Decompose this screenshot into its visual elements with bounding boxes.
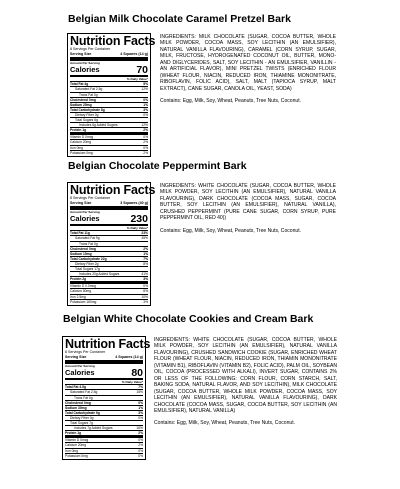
nutrition-facts-heading: Nutrition Facts: [70, 34, 156, 48]
nutrition-facts-panel: [67, 182, 156, 306]
calories-value: 80: [131, 367, 143, 380]
daily-value-header: % Daily Value*: [70, 77, 148, 82]
nutrient-daily-value: 2%: [138, 431, 143, 436]
servings-per-container: 8 Servings Per Container: [65, 350, 106, 354]
nutrient-label: Total Carbohydrate 8g: [70, 107, 105, 112]
nutrient-row: [70, 300, 148, 304]
serving-size: [70, 201, 148, 211]
nutrient-daily-value: 2%: [138, 443, 143, 448]
serving-size-label: Serving Size: [70, 200, 92, 205]
nutrient-daily-value: 2%: [143, 128, 148, 133]
nutrition-facts-heading: Nutrition Facts: [65, 337, 151, 351]
nutrient-label: Dietary Fiber 0g: [70, 415, 94, 420]
nutrient-label: Sodium 25mg: [70, 102, 92, 107]
serving-size-value: 4 Squares (14 g): [120, 51, 148, 56]
calories-row: [70, 65, 148, 77]
nutrient-label: Iron 0mg: [65, 448, 79, 453]
nutrient-rows: [70, 231, 148, 303]
nutrient-daily-value: 1%: [138, 405, 143, 410]
nutrient-daily-value: 8%: [143, 261, 148, 266]
nutrient-daily-value: 45%: [141, 236, 148, 241]
nutrition-facts-panel: [67, 33, 156, 157]
ingredients-text: INGREDIENTS: WHITE CHOCOLATE (SUGAR, COCOA BUTTER, WHOLE MILK POWDER, SOY LECITHIN (AN EMULSIFIER), NATURAL VANILLA FLAVOURING), CRUSHED SANDWICH COOKIE (SUGAR, ENRICHED WHEAT FLOUR (WHEAT FLOUR, NIACIN, REDUCED IRON, THIAMIN MONONITRATE (VITAMIN B1), RIBOFLAVIN (VITAMIN B2), FOLIC ACID), PALM OIL, SOYBEAN OIL, COCOA (PROCESSED WITH ALKALI), INVERT SUGAR, CONTAINS 2% OR LESS OF THE FOLLOWING: CORN FLOUR, CORN STARCH, SALT, BAKING SODA, NATURAL FLAVOR, AND SOY LECITHIN), MILK CHOCOLATE (SUGAR, COCOA BUTTER, WHOLE MILK POWDER, COCOA MASS, SOY LECITHIN (AN EMULSIFIER), NATURAL VANILLA FLAVOURING), DARK CHOCOLATE (COCOA MASS, SUGAR, COCOA BUTTER, SOY LECITHIN (AN EMULSIFIER), NATURAL VANILLA): [154, 337, 337, 414]
amount-per-serving: Amount Per Serving: [70, 61, 100, 66]
nutrient-label: Total Carbohydrate 22g: [70, 256, 107, 261]
nutrient-label: Includes 7g Added Sugars: [74, 426, 113, 431]
nutrient-daily-value: 5%: [143, 82, 148, 87]
nutrient-label: Sodium 10mg: [70, 251, 92, 256]
daily-value-header: % Daily Value*: [65, 380, 143, 385]
calories-value: 70: [136, 64, 148, 77]
nutrient-label: Saturated Fat 9g: [75, 236, 100, 241]
nutrient-label: Total Fat 11g: [70, 231, 90, 236]
daily-value-header: % Daily Value*: [70, 226, 148, 231]
product-title: Belgian Milk Chocolate Caramel Pretzel Bark: [68, 13, 291, 25]
nutrient-row: [70, 151, 148, 155]
nutrient-daily-value: 0%: [138, 415, 143, 420]
nutrient-label: Potassium 160mg: [70, 299, 97, 304]
nutrient-label: Calcium 20mg: [70, 140, 92, 145]
ingredients-text: INGREDIENTS: WHITE CHOCOLATE (SUGAR, COCOA BUTTER, WHOLE MILK POWDER, SOY LECITHIN (AN EMULSIFIER), NATURAL VANILLA FLAVOURING), DARK CHOCOLATE (COCOA MASS, SUGAR, COCOA BUTTER, SOY LECITHIN (AN EMULSIFIER), NATURAL VANILLA), CRUSHED PEPPERMINT (PURE CANE SUGAR, CORN SYRUP, PURE PEPPERMINT OIL, RED 40)): [160, 183, 336, 222]
calories-label: Calories: [65, 368, 95, 378]
nutrient-daily-value: 16%: [136, 426, 143, 431]
nutrient-label: Potassium 0mg: [65, 453, 88, 458]
nutrient-label: Calcium 50mg: [70, 289, 92, 294]
nutrient-label: Trans Fat 0g: [79, 241, 98, 246]
allergen-statement: Contains: Egg, Milk, Soy, Wheat, Peanuts, Tree Nuts, Coconut.: [160, 227, 302, 234]
nutrient-label: Vitamin D 0mcg: [70, 135, 94, 140]
nutrient-label: Sodium 30mg: [65, 405, 87, 410]
nutrient-label: Dietary Fiber 2g: [75, 261, 99, 266]
nutrient-row: [70, 128, 148, 135]
nutrient-label: Includes 6g Added Sugars: [79, 123, 118, 128]
nutrient-label: Iron 2.5mg: [70, 294, 86, 299]
nutrient-daily-value: 41%: [141, 272, 148, 277]
ingredients-block: [160, 34, 336, 105]
nutrient-daily-value: 0%: [138, 448, 143, 453]
serving-size: [70, 52, 148, 62]
nutrient-rows: [70, 82, 148, 154]
nutrient-daily-value: 0%: [138, 453, 143, 458]
nutrient-label: Includes 20g Added Sugars: [79, 272, 120, 277]
nutrient-daily-value: 15%: [136, 390, 143, 395]
nutrient-label: Saturated Fat 2.5g: [70, 390, 98, 395]
serving-size-label: Serving Size: [70, 51, 92, 56]
nutrient-label: Total Sugars 7g: [70, 421, 93, 426]
amount-per-serving: Amount Per Serving: [70, 210, 100, 215]
nutrient-daily-value: 0%: [143, 284, 148, 289]
nutrient-label: Trans Fat 0g: [79, 92, 98, 97]
nutrient-daily-value: 0%: [143, 135, 148, 140]
nutrient-daily-value: 0%: [138, 438, 143, 443]
ingredients-block: [160, 183, 336, 234]
serving-size-value: 4 Squares (14 g): [115, 354, 143, 359]
calories-label: Calories: [70, 214, 100, 224]
nutrient-daily-value: 3%: [143, 277, 148, 282]
serving-size-label: Serving Size: [65, 354, 87, 359]
nutrient-daily-value: 2%: [143, 140, 148, 145]
nutrient-label: Total Fat 4.5g: [65, 385, 87, 390]
nutrient-daily-value: 12%: [141, 123, 148, 128]
calories-row: [70, 214, 148, 226]
nutrient-daily-value: 6%: [143, 289, 148, 294]
nutrient-row: [65, 431, 143, 438]
nutrient-label: Iron 0mg: [70, 145, 84, 150]
nutrient-daily-value: 3%: [143, 107, 148, 112]
nutrient-daily-value: 7%: [143, 256, 148, 261]
nutrient-label: Total Carbohydrate 9g: [65, 410, 100, 415]
nutrient-daily-value: 1%: [143, 102, 148, 107]
servings-per-container: 8 Servings Per Container: [70, 196, 111, 200]
nutrient-label: Total Fat 4g: [70, 82, 89, 87]
nutrient-label: Cholesterol 0mg: [65, 400, 91, 405]
nutrient-row: [70, 277, 148, 284]
nutrient-label: Cholesterol 0mg: [70, 97, 96, 102]
nutrient-daily-value: 10%: [141, 294, 148, 299]
nutrient-daily-value: 2%: [143, 150, 148, 155]
nutrition-facts-panel: [62, 336, 151, 460]
nutrient-label: Vitamin D 0.0mcg: [70, 284, 96, 289]
amount-per-serving: Amount Per Serving: [65, 364, 95, 369]
serving-size-value: 3 Squares (40 g): [120, 200, 148, 205]
servings-per-container: 8 Servings Per Container: [70, 47, 111, 51]
serving-size: [65, 355, 143, 365]
calories-value: 230: [130, 213, 148, 226]
nutrient-label: Protein 2g: [70, 277, 87, 282]
nutrient-row: [65, 454, 143, 458]
ingredients-block: [154, 337, 337, 427]
nutrient-label: Protein 1g: [65, 431, 82, 436]
nutrient-rows: [65, 385, 143, 457]
allergen-statement: Contains: Egg, Milk, Soy, Wheat, Peanuts, Tree Nuts, Coconut.: [160, 98, 302, 105]
nutrient-label: Cholesterol 0mg: [70, 246, 96, 251]
calories-row: [65, 368, 143, 380]
nutrient-label: Vitamin D 0mcg: [65, 438, 89, 443]
nutrient-daily-value: 23%: [141, 231, 148, 236]
nutrient-daily-value: 1%: [143, 251, 148, 256]
nutrient-daily-value: 2%: [143, 246, 148, 251]
nutrition-facts-heading: Nutrition Facts: [70, 183, 156, 197]
allergen-statement: Contains: Egg, Milk, Soy, Wheat, Peanuts, Tree Nuts, Coconut.: [154, 420, 296, 427]
nutrient-daily-value: 7%: [138, 385, 143, 390]
product-title: Belgian White Chocolate Cookies and Cream Bark: [63, 313, 314, 325]
nutrient-label: Protein 1g: [70, 128, 87, 133]
nutrient-daily-value: 3%: [143, 299, 148, 304]
nutrient-daily-value: 12%: [141, 87, 148, 92]
nutrient-label: Saturated Fat 2.5g: [75, 87, 103, 92]
nutrient-label: Total Sugars 17g: [75, 267, 100, 272]
product-title: Belgian Chocolate Peppermint Bark: [68, 160, 247, 172]
nutrient-daily-value: 0%: [143, 145, 148, 150]
nutrient-daily-value: 0%: [143, 112, 148, 117]
nutrient-label: Dietary Fiber 0g: [75, 112, 99, 117]
nutrient-label: Total Sugars 6g: [75, 118, 98, 123]
nutrient-label: Trans Fat 0g: [74, 395, 93, 400]
nutrient-label: Potassium 0mg: [70, 150, 93, 155]
ingredients-text: INGREDIENTS: MILK CHOCOLATE (SUGAR, COCOA BUTTER, WHOLE MILK POWDER, COCOA MASS, SOY LECITHIN (AN EMULSIFIER), NATURAL VANILLA FLAVOURING), CARAMEL (CORN SYRUP, SUGAR, MILK, FRUCTOSE, HYDROGENATED COCONUT OIL, BUTTER, MONO- AND DIGLYCERIDES, SALT, SOY LECITHIN - AN EMULSIFIER, VANILLIN - AN ARTIFICIAL FLAVOR), MINI PRETZEL TWISTS (ENRICHED FLOUR (WHEAT FLOUR, NIACIN, REDUCED IRON, THIAMINE MONONITRATE, RIBOFLAVIN, FOLIC ACID), SALT, MALT (TAPIOCA SYRUP, MALT EXTRACT), CANE SUGAR, CANOLA OIL, YEAST, SODA): [160, 34, 336, 92]
nutrient-daily-value: 0%: [138, 400, 143, 405]
nutrient-daily-value: 0%: [143, 97, 148, 102]
nutrient-label: Calcium 20mg: [65, 443, 87, 448]
calories-label: Calories: [70, 65, 100, 75]
nutrient-daily-value: 3%: [138, 410, 143, 415]
